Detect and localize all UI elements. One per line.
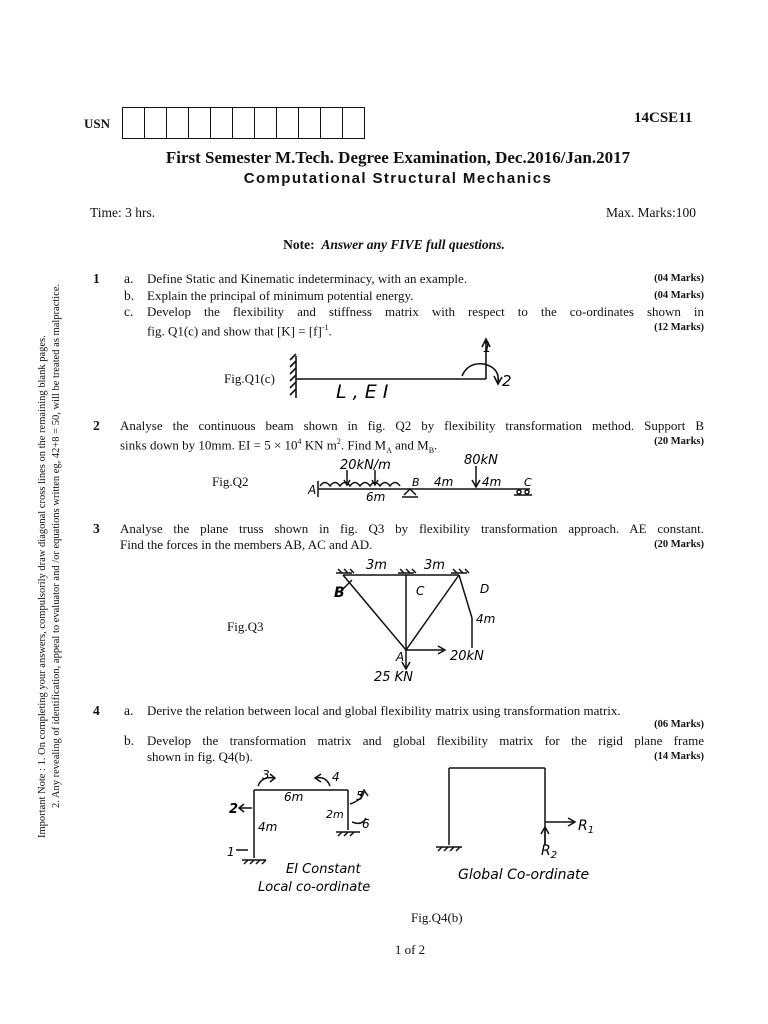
fig-q3-label: Fig.Q3	[227, 619, 264, 634]
q2-text-mid: KN m	[301, 437, 337, 453]
course-code: 14CSE11	[634, 110, 693, 126]
q1c-beam-label: L , E I	[336, 381, 389, 403]
usn-label: USN	[84, 116, 111, 131]
q2-support-b: B	[412, 476, 420, 489]
question-number-4: 4	[93, 703, 100, 718]
q1b-label: b.	[124, 288, 135, 303]
q1a-label: a.	[124, 271, 134, 286]
q3-marks: (20 Marks)	[654, 539, 704, 550]
q3-dim-2: 3m	[424, 558, 445, 573]
q2-text-pre: sinks down by 10mm. EI = 5 × 10	[120, 437, 298, 453]
q3-node-b: B	[334, 585, 345, 601]
q4b-label: b.	[124, 733, 135, 748]
q2-sup2: 2	[336, 437, 341, 446]
q2-sup1: 4	[297, 437, 302, 446]
q2-support-a: A	[308, 483, 317, 497]
side-note-line2: 2. Any revealing of identification, appeal to evaluator and /or equations written eg, 42+8 = 50, will be treated as malpractice.	[51, 283, 62, 808]
q3-dim-1: 3m	[366, 558, 387, 573]
fig-q2-label: Fig.Q2	[212, 474, 249, 489]
q4b-text-line2: shown in fig. Q4(b).	[147, 749, 253, 764]
q3-height: 4m	[476, 612, 496, 626]
q1c-text-pre: fig. Q1(c) and show that [K] = [f]	[147, 323, 322, 339]
q4-local-coord-5: 5	[356, 789, 364, 803]
q4a-marks: (06 Marks)	[654, 719, 704, 730]
question-number-2: 2	[93, 418, 100, 433]
q2-span-2: 4m	[434, 475, 454, 489]
q2-span-3: 4m	[482, 475, 502, 489]
q1c-text-line1: Develop the flexibility and stiffness matrix with respect to the co-ordinates shown in	[147, 304, 704, 319]
q4a-text: Derive the relation between local and global flexibility matrix using transformation matrix.	[147, 703, 621, 718]
q4-global-r1-sub: 1	[587, 825, 595, 836]
q4-local-left-height: 4m	[258, 820, 278, 834]
q2-marks: (20 Marks)	[654, 436, 704, 447]
q1b-marks: (04 Marks)	[654, 290, 704, 301]
q3-text-line2: Find the forces in the members AB, AC and AD.	[120, 537, 373, 552]
q4-local-coord-3: 3	[262, 768, 270, 782]
q2-text-end: .	[434, 437, 438, 453]
q4a-label: a.	[124, 703, 134, 718]
q1c-coord-1: 1	[483, 341, 492, 356]
q3-vertical-load: 25 KN	[374, 670, 413, 685]
q1c-marks: (12 Marks)	[654, 322, 704, 333]
q4b-marks: (14 Marks)	[654, 751, 704, 762]
q1c-label: c.	[124, 304, 134, 319]
q2-text-and: and M	[391, 437, 429, 453]
q2-udl-label: 20kN/m	[340, 458, 391, 473]
q3-node-c: C	[416, 584, 425, 598]
q4-local-ei-note: EI Constant	[286, 862, 361, 877]
q4-global-r1	[578, 818, 594, 836]
q2-text-line1: Analyse the continuous beam shown in fig. Q2 by flexibility transformation method. Support B	[120, 418, 704, 433]
q4-local-coord-1: 1	[227, 845, 235, 859]
q4-local-right-height: 2m	[326, 808, 344, 821]
q4-global-r1-letter: R	[578, 818, 588, 834]
q1c-text-post: .	[328, 323, 332, 339]
q4-local-coord-4: 4	[332, 770, 340, 784]
q2-sub-a: A	[386, 445, 392, 455]
q1a-text: Define Static and Kinematic indeterminacy, with an example.	[147, 271, 468, 286]
q4b-text-line1: Develop the transformation matrix and global flexibility matrix for the rigid plane frame	[147, 733, 704, 748]
question-number-3: 3	[93, 521, 100, 536]
q1c-sup: -1	[321, 323, 329, 332]
q4-local-coord-2: 2	[229, 802, 239, 817]
question-number-1: 1	[93, 271, 100, 286]
q3-node-a: A	[396, 650, 405, 664]
q4-local-caption: Local co-ordinate	[258, 880, 371, 895]
q4-global-r2	[541, 843, 557, 861]
page-number: 1 of 2	[394, 942, 426, 957]
q1a-marks: (04 Marks)	[654, 273, 704, 284]
q4-local-coord-6: 6	[362, 817, 370, 831]
q2-sub-b: B	[428, 445, 435, 455]
max-marks: Max. Marks:100	[606, 205, 696, 220]
q3-text-line1: Analyse the plane truss shown in fig. Q3 by flexibility transformation approach. AE constant.	[120, 521, 704, 536]
q4-global-r2-letter: R	[541, 843, 551, 859]
fig-q1c-label: Fig.Q1(c)	[224, 371, 275, 386]
q3-horizontal-load: 20kN	[450, 649, 484, 664]
q2-point-load-label: 80kN	[464, 453, 498, 468]
q1c-coord-2: 2	[502, 372, 512, 390]
q3-node-d: D	[480, 582, 490, 596]
q4-global-r2-sub: 2	[550, 850, 558, 861]
fig-q4b-label: Fig.Q4(b)	[411, 910, 463, 925]
exam-title: First Semester M.Tech. Degree Examination, Dec.2016/Jan.2017	[165, 148, 631, 167]
side-note-line1: Important Note : 1. On completing your answers, compulsorily draw diagonal cross lines on the remaining blank pages.	[37, 335, 48, 838]
note-label: Note:	[283, 237, 315, 252]
q2-span-1: 6m	[366, 490, 386, 504]
q1b-text: Explain the principal of minimum potential energy.	[147, 288, 414, 303]
q2-text-find: . Find M	[340, 437, 387, 453]
exam-time: Time: 3 hrs.	[90, 205, 156, 220]
q4-local-beam-length: 6m	[284, 790, 304, 804]
subject-title: Computational Structural Mechanics	[243, 170, 553, 187]
q4-global-caption: Global Co-ordinate	[458, 867, 590, 883]
note-text: Answer any FIVE full questions.	[321, 237, 505, 252]
q2-support-c: C	[524, 476, 532, 489]
